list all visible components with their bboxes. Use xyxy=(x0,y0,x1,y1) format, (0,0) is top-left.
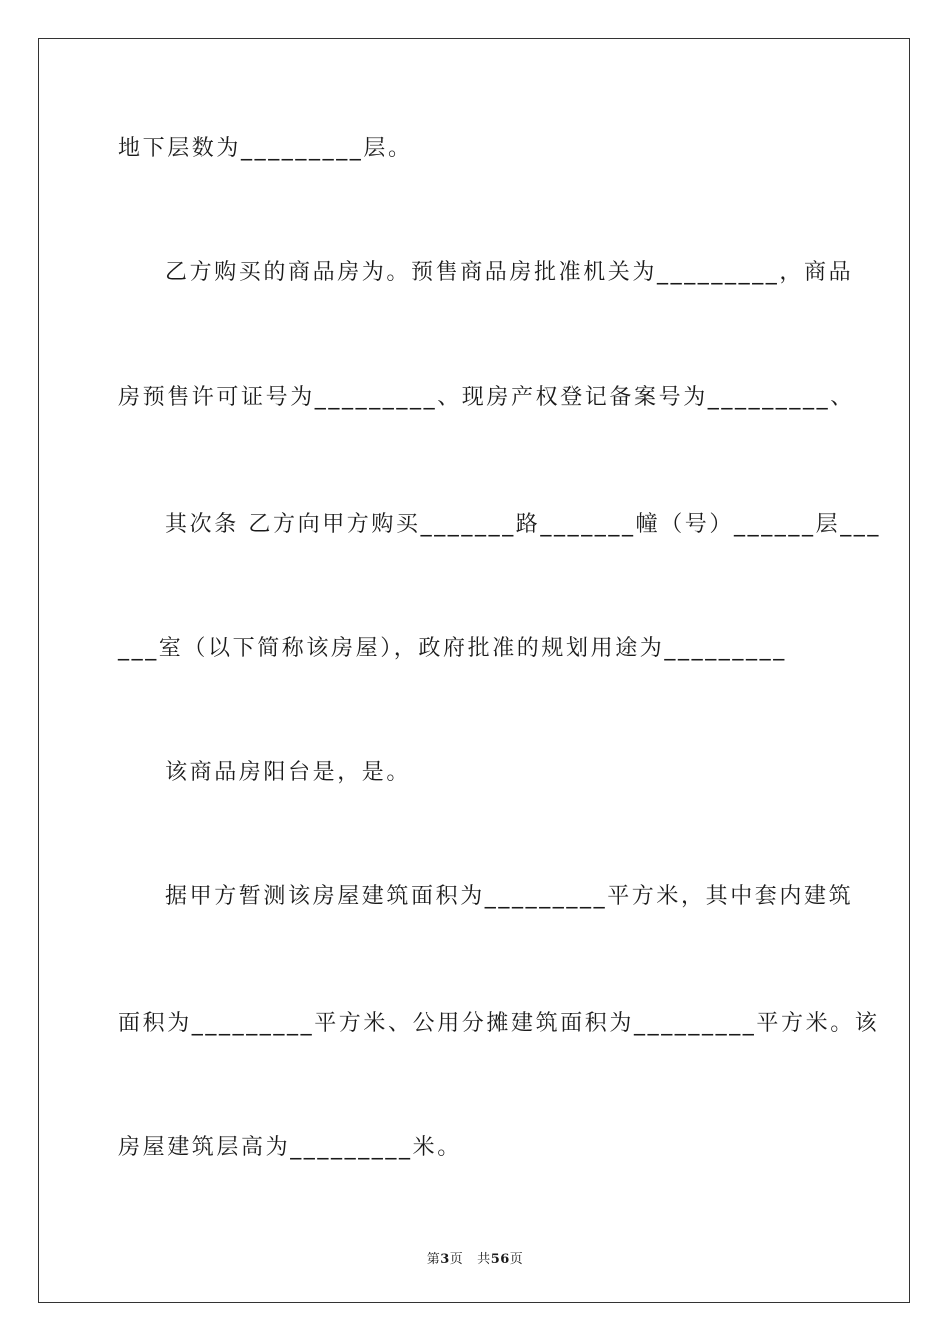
text-line: 面积为_________平方米、公用分摊建筑面积为_________平方米。该 xyxy=(118,1011,880,1036)
total-pages: 56 xyxy=(490,1252,510,1267)
text-line: 乙方购买的商品房为。预售商品房批准机关为_________，商品 xyxy=(165,260,854,285)
page-prefix: 第 xyxy=(426,1252,441,1267)
page-frame xyxy=(38,38,910,1303)
text-line: 据甲方暂测该房屋建筑面积为_________平方米，其中套内建筑 xyxy=(165,884,854,909)
total-suffix: 页 xyxy=(509,1252,524,1267)
total-prefix: 共 xyxy=(477,1252,491,1267)
text-line: 其次条 乙方向甲方购买_______路_______幢（号）______层___ xyxy=(165,512,881,537)
text-line: 房预售许可证号为_________、现房产权登记备案号为_________、 xyxy=(118,385,855,410)
page-footer xyxy=(0,1248,950,1267)
page-number: 3 xyxy=(440,1252,450,1267)
text-line: 房屋建筑层高为_________米。 xyxy=(118,1135,462,1160)
text-line: 该商品房阳台是，是。 xyxy=(165,760,412,785)
text-line: 地下层数为_________层。 xyxy=(118,136,413,161)
page-suffix: 页 xyxy=(449,1252,464,1267)
text-line: ___室（以下简称该房屋），政府批准的规划用途为_________ xyxy=(118,636,787,661)
